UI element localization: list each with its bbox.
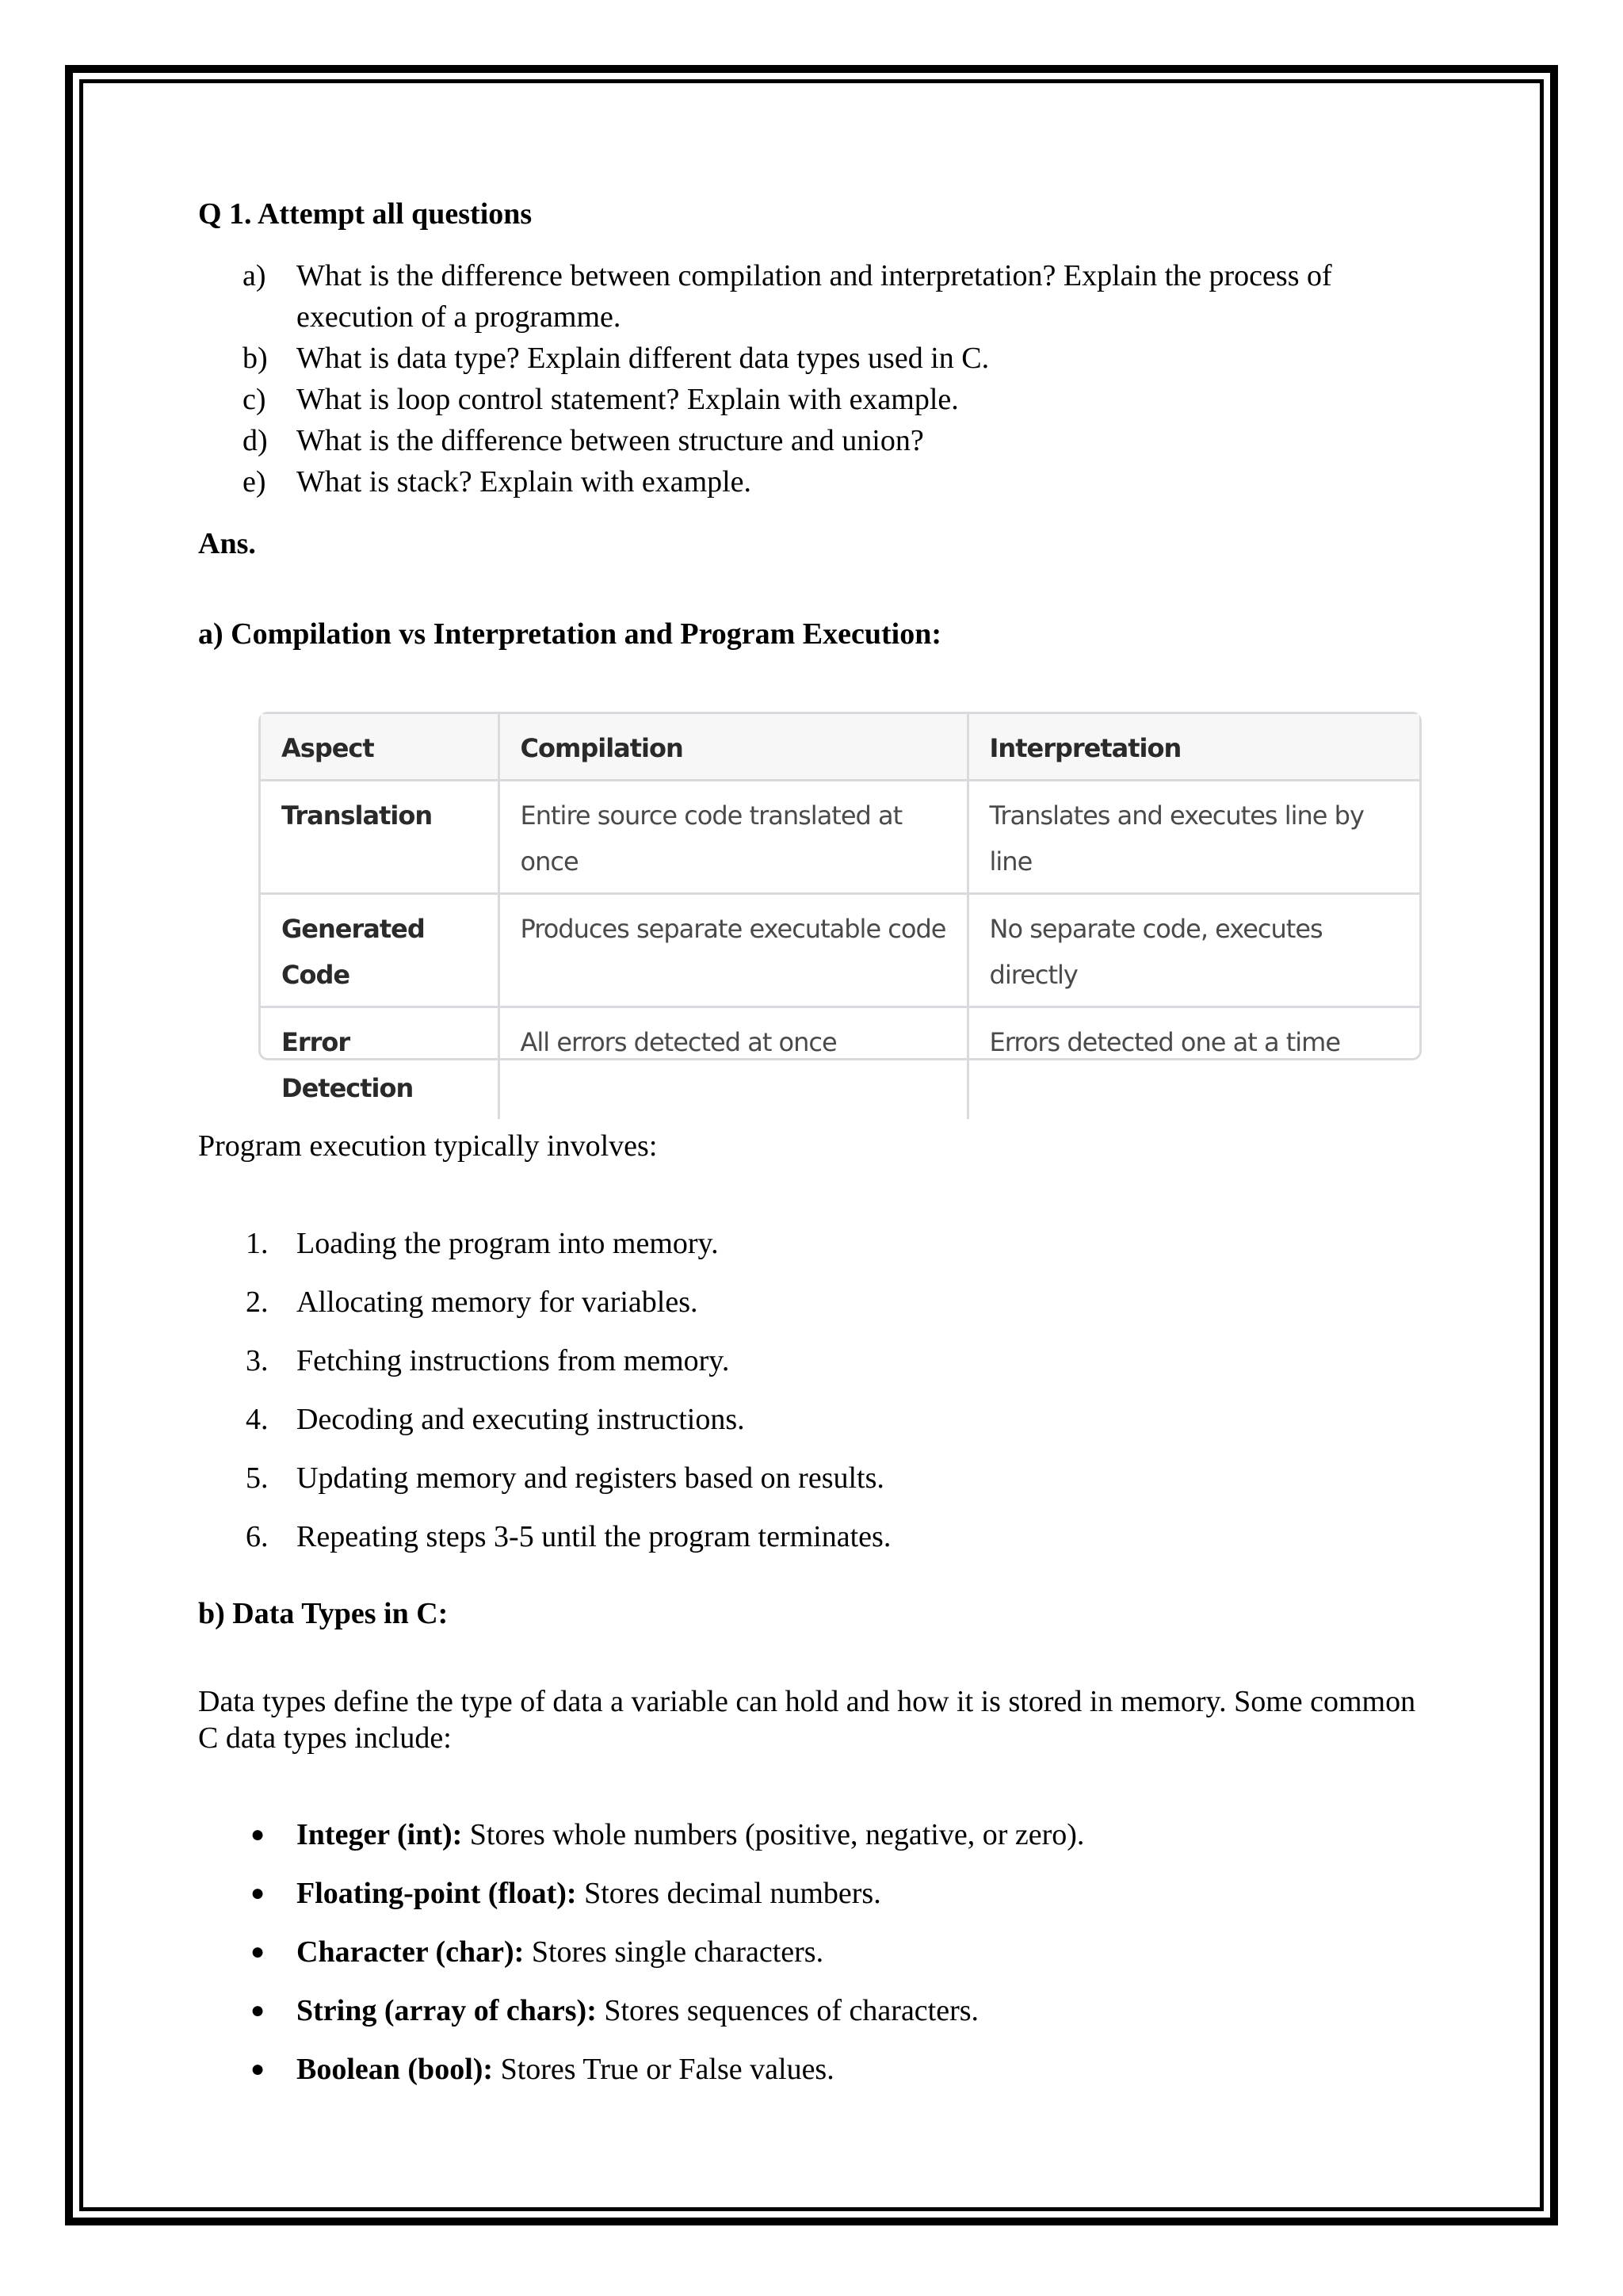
question-item bbox=[198, 379, 1434, 420]
step-text: Loading the program into memory. bbox=[296, 1227, 719, 1260]
table-row bbox=[261, 894, 1419, 1007]
question-label: a) bbox=[242, 259, 266, 292]
table-header-compilation: Compilation bbox=[498, 714, 968, 781]
data-types-intro: Data types define the type of data a variable can hold and how it is stored in memory. Some common C data types include: bbox=[198, 1685, 1416, 1755]
question-label: c) bbox=[242, 383, 266, 416]
bullet-icon: ● bbox=[250, 1997, 265, 2023]
step-text: Decoding and executing instructions. bbox=[296, 1403, 745, 1436]
section-b-heading: b) Data Types in C: bbox=[198, 1597, 449, 1630]
list-item bbox=[198, 1390, 891, 1449]
question-text: What is loop control statement? Explain with example. bbox=[296, 383, 959, 416]
list-item bbox=[198, 1331, 891, 1390]
data-type-desc: Stores decimal numbers. bbox=[576, 1877, 881, 1910]
table-row bbox=[261, 781, 1419, 894]
answer-label: Ans. bbox=[198, 527, 256, 560]
table-cell-compilation: Entire source code translated at once bbox=[498, 781, 968, 894]
data-type-term: String (array of chars): bbox=[296, 1994, 597, 2027]
step-number: 4. bbox=[246, 1403, 269, 1436]
bullet-icon: ● bbox=[250, 1821, 265, 1847]
bullet-icon: ● bbox=[250, 1880, 265, 1906]
bullet-icon: ● bbox=[250, 1939, 265, 1965]
list-item bbox=[198, 1805, 1084, 1864]
data-type-term: Boolean (bool): bbox=[296, 2053, 494, 2086]
table-cell-aspect: Translation bbox=[261, 781, 498, 894]
table-cell-compilation: Produces separate executable code bbox=[498, 894, 968, 1007]
question-label: d) bbox=[242, 424, 268, 457]
data-type-desc: Stores whole numbers (positive, negative, or zero). bbox=[462, 1818, 1085, 1851]
data-type-desc: Stores sequences of characters. bbox=[596, 1994, 980, 2027]
data-type-term: Character (char): bbox=[296, 1935, 525, 1969]
data-types-list bbox=[198, 1805, 1084, 2099]
step-number: 2. bbox=[246, 1286, 269, 1319]
list-item bbox=[198, 1449, 891, 1507]
list-item bbox=[198, 1923, 1084, 1981]
data-type-desc: Stores single characters. bbox=[524, 1935, 824, 1969]
data-type-desc: Stores True or False values. bbox=[493, 2053, 834, 2086]
list-item bbox=[198, 1864, 1084, 1923]
list-item bbox=[198, 1981, 1084, 2040]
question-item bbox=[198, 461, 1434, 502]
question-text: What is the difference between compilation and interpretation? Explain the process of execution of a programme. bbox=[296, 259, 1332, 334]
question-label: b) bbox=[242, 342, 268, 375]
data-type-term: Integer (int): bbox=[296, 1818, 463, 1851]
list-item bbox=[198, 1214, 891, 1273]
table-cell-aspect: Generated Code bbox=[261, 894, 498, 1007]
table-header-row bbox=[261, 714, 1419, 781]
question-title: Q 1. Attempt all questions bbox=[198, 197, 533, 231]
data-type-term: Floating-point (float): bbox=[296, 1877, 577, 1910]
step-text: Repeating steps 3-5 until the program terminates. bbox=[296, 1520, 892, 1553]
question-text: What is stack? Explain with example. bbox=[296, 465, 752, 499]
table-header-aspect: Aspect bbox=[261, 714, 498, 781]
question-item bbox=[198, 255, 1434, 338]
list-item bbox=[198, 1273, 891, 1331]
bullet-icon: ● bbox=[250, 2056, 265, 2082]
table-cell-aspect: Error Detection bbox=[261, 1007, 498, 1120]
table-row bbox=[261, 1007, 1419, 1120]
step-number: 3. bbox=[246, 1344, 269, 1377]
execution-intro: Program execution typically involves: bbox=[198, 1129, 658, 1163]
question-item bbox=[198, 338, 1434, 379]
table-cell-interpretation: Errors detected one at a time bbox=[968, 1007, 1419, 1120]
table-header-interpretation: Interpretation bbox=[968, 714, 1419, 781]
step-text: Fetching instructions from memory. bbox=[296, 1344, 730, 1377]
section-a-heading: a) Compilation vs Interpretation and Program Execution: bbox=[198, 617, 942, 651]
table-cell-compilation: All errors detected at once bbox=[498, 1007, 968, 1120]
execution-steps-list bbox=[198, 1214, 891, 1566]
step-number: 5. bbox=[246, 1461, 269, 1495]
question-text: What is data type? Explain different data types used in C. bbox=[296, 342, 990, 375]
step-text: Allocating memory for variables. bbox=[296, 1286, 698, 1319]
table-cell-interpretation: Translates and executes line by line bbox=[968, 781, 1419, 894]
table-cell-interpretation: No separate code, executes directly bbox=[968, 894, 1419, 1007]
comparison-table bbox=[258, 712, 1422, 1103]
list-item bbox=[198, 2040, 1084, 2099]
question-text: What is the difference between structure and union? bbox=[296, 424, 924, 457]
step-number: 1. bbox=[246, 1227, 269, 1260]
step-text: Updating memory and registers based on results. bbox=[296, 1461, 884, 1495]
list-item bbox=[198, 1507, 891, 1566]
question-label: e) bbox=[242, 465, 266, 499]
question-item bbox=[198, 420, 1434, 461]
step-number: 6. bbox=[246, 1520, 269, 1553]
question-list bbox=[198, 255, 1434, 502]
